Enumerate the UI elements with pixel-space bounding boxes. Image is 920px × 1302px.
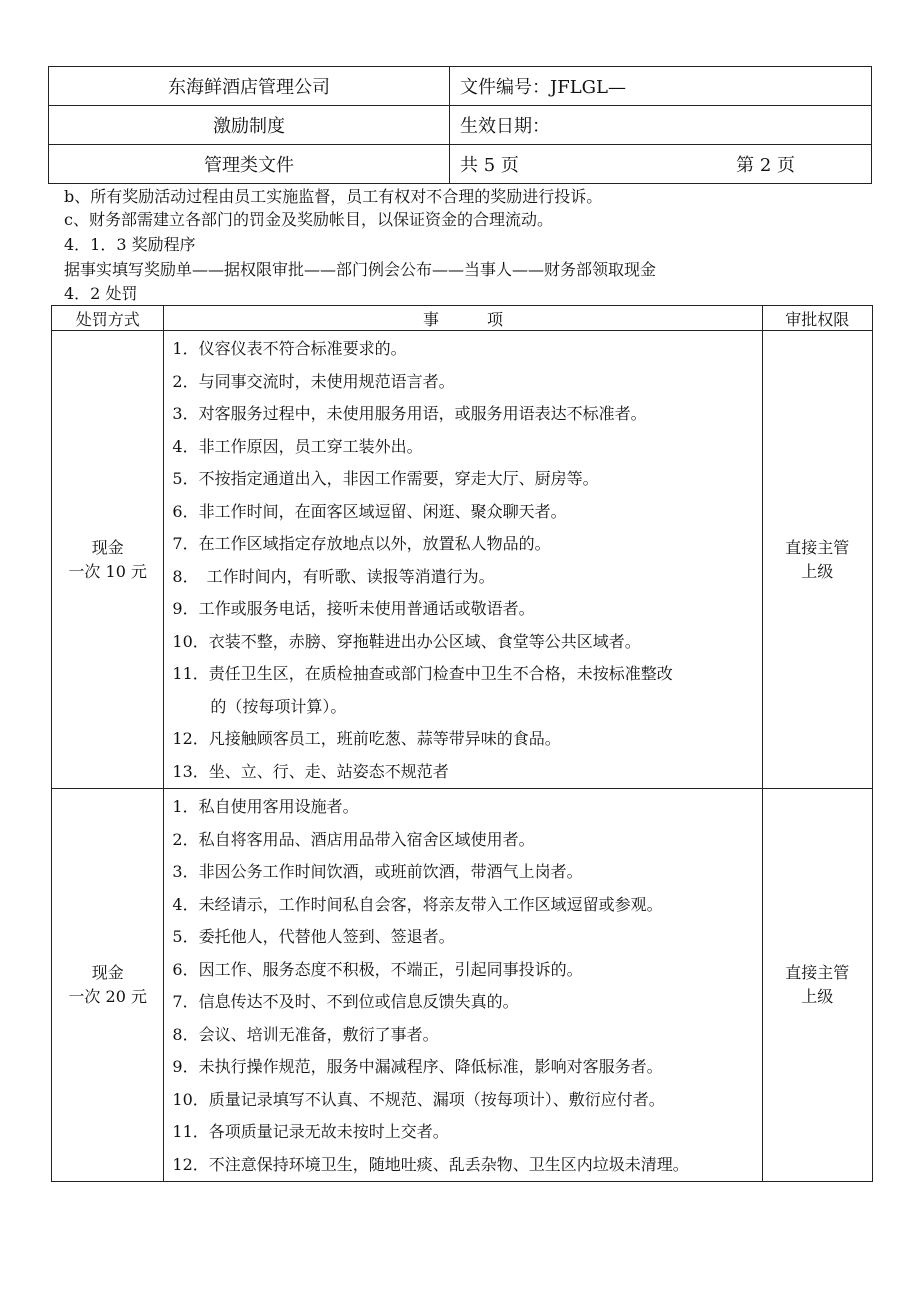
list-item: 4．非工作原因，员工穿工装外出。 (172, 436, 423, 456)
penalty-items-cell (164, 331, 762, 789)
list-item: 6．非工作时间，在面客区域逗留、闲逛、聚众聊天者。 (172, 501, 567, 521)
penalty-group-10 (52, 331, 873, 789)
column-header-method: 处罚方式 (52, 306, 164, 331)
list-item: 13．坐、立、行、走、站姿态不规范者 (172, 761, 449, 781)
penalty-table-header (52, 306, 873, 331)
list-item: 11．责任卫生区，在质检抽查或部门检查中卫生不合格，未按标准整改 (172, 664, 673, 683)
effective-date: 生效日期： (450, 106, 872, 145)
list-item-continuation: 的（按每项计算）。 (210, 696, 347, 716)
list-item: 6．因工作、服务态度不积极，不端正，引起同事投诉的。 (172, 959, 583, 979)
list-item: 3．对客服务过程中，未使用服务用语，或服务用语表达不标准者。 (172, 404, 647, 423)
paragraph-b: b、所有奖励活动过程由员工实施监督，员工有权对不合理的奖励进行投诉。 (64, 187, 603, 206)
page-number: 第 2 页 (736, 155, 795, 176)
penalty-amount: 一次 20 元 (68, 987, 147, 1006)
approval-line: 直接主管 (785, 963, 850, 982)
header-row-3 (49, 145, 872, 184)
penalty-method-line: 现金 (91, 537, 124, 557)
document-title: 激励制度 (49, 106, 450, 145)
penalty-method-cell (52, 331, 164, 789)
list-item: 10．衣装不整，赤膀、穿拖鞋进出办公区域、食堂等公共区域者。 (172, 631, 641, 651)
document-header-table (48, 66, 872, 184)
approval-line: 上级 (801, 561, 834, 581)
paragraph-c: c、财务部需建立各部门的罚金及奖励帐目，以保证资金的合理流动。 (64, 210, 553, 229)
list-item: 8． 工作时间内，有听歌、读报等消遣行为。 (172, 566, 495, 586)
document-category: 管理类文件 (49, 145, 450, 184)
approval-cell (762, 331, 872, 789)
company-name: 东海鲜酒店管理公司 (49, 67, 450, 106)
column-header-approval: 审批权限 (762, 306, 872, 331)
penalty-method-line: 现金 (91, 963, 124, 982)
total-pages: 共 5 页 (460, 155, 519, 176)
list-item: 9．未执行操作规范，服务中漏减程序、降低标准，影响对客服务者。 (172, 1057, 663, 1076)
section-heading-reward-procedure: 4．1．3 奖励程序 (64, 235, 196, 254)
list-item: 5．不按指定通道出入，非因工作需要，穿走大厅、厨房等。 (172, 469, 599, 488)
list-item: 1．仪容仪表不符合标准要求的。 (172, 339, 407, 358)
column-header-items: 事 项 (164, 306, 762, 331)
penalty-amount: 一次 10 元 (68, 561, 147, 581)
list-item: 5．委托他人，代替他人签到、签退者。 (172, 927, 455, 946)
penalty-method-cell (52, 789, 164, 1182)
approval-cell (762, 789, 872, 1182)
approval-line: 上级 (801, 987, 834, 1006)
page-info (450, 145, 872, 184)
list-item: 10．质量记录填写不认真、不规范、漏项（按每项计）、敷衍应付者。 (172, 1089, 665, 1109)
section-heading-penalty: 4．2 处罚 (64, 284, 138, 303)
list-item: 9．工作或服务电话，接听未使用普通话或敬语者。 (172, 599, 535, 618)
list-item: 2．与同事交流时，未使用规范语言者。 (172, 371, 455, 391)
approval-line: 直接主管 (785, 537, 850, 557)
list-item: 12．不注意保持环境卫生，随地吐痰、乱丢杂物、卫生区内垃圾未清理。 (172, 1154, 689, 1174)
reward-procedure-text: 据事实填写奖励单——据权限审批——部门例会公布——当事人——财务部领取现金 (64, 260, 657, 279)
header-row-2 (49, 106, 872, 145)
penalty-group-20 (52, 789, 873, 1182)
document-number: 文件编号：JFLGL— (450, 67, 872, 106)
list-item: 2．私自将客用品、酒店用品带入宿舍区域使用者。 (172, 829, 535, 849)
list-item: 1．私自使用客用设施者。 (172, 797, 359, 816)
list-item: 12．凡接触顾客员工，班前吃葱、蒜等带异味的食品。 (172, 729, 561, 748)
list-item: 3．非因公务工作时间饮酒，或班前饮酒，带酒气上岗者。 (172, 862, 583, 881)
list-item: 7．信息传达不及时、不到位或信息反馈失真的。 (172, 992, 519, 1011)
list-item: 7．在工作区域指定存放地点以外，放置私人物品的。 (172, 534, 551, 553)
list-item: 8．会议、培训无准备，敷衍了事者。 (172, 1024, 439, 1044)
header-row-1 (49, 67, 872, 106)
list-item: 4．未经请示，工作时间私自会客，将亲友带入工作区域逗留或参观。 (172, 894, 663, 914)
penalty-table (51, 305, 873, 1182)
list-item: 11．各项质量记录无故未按时上交者。 (172, 1122, 449, 1141)
penalty-items-cell (164, 789, 762, 1182)
